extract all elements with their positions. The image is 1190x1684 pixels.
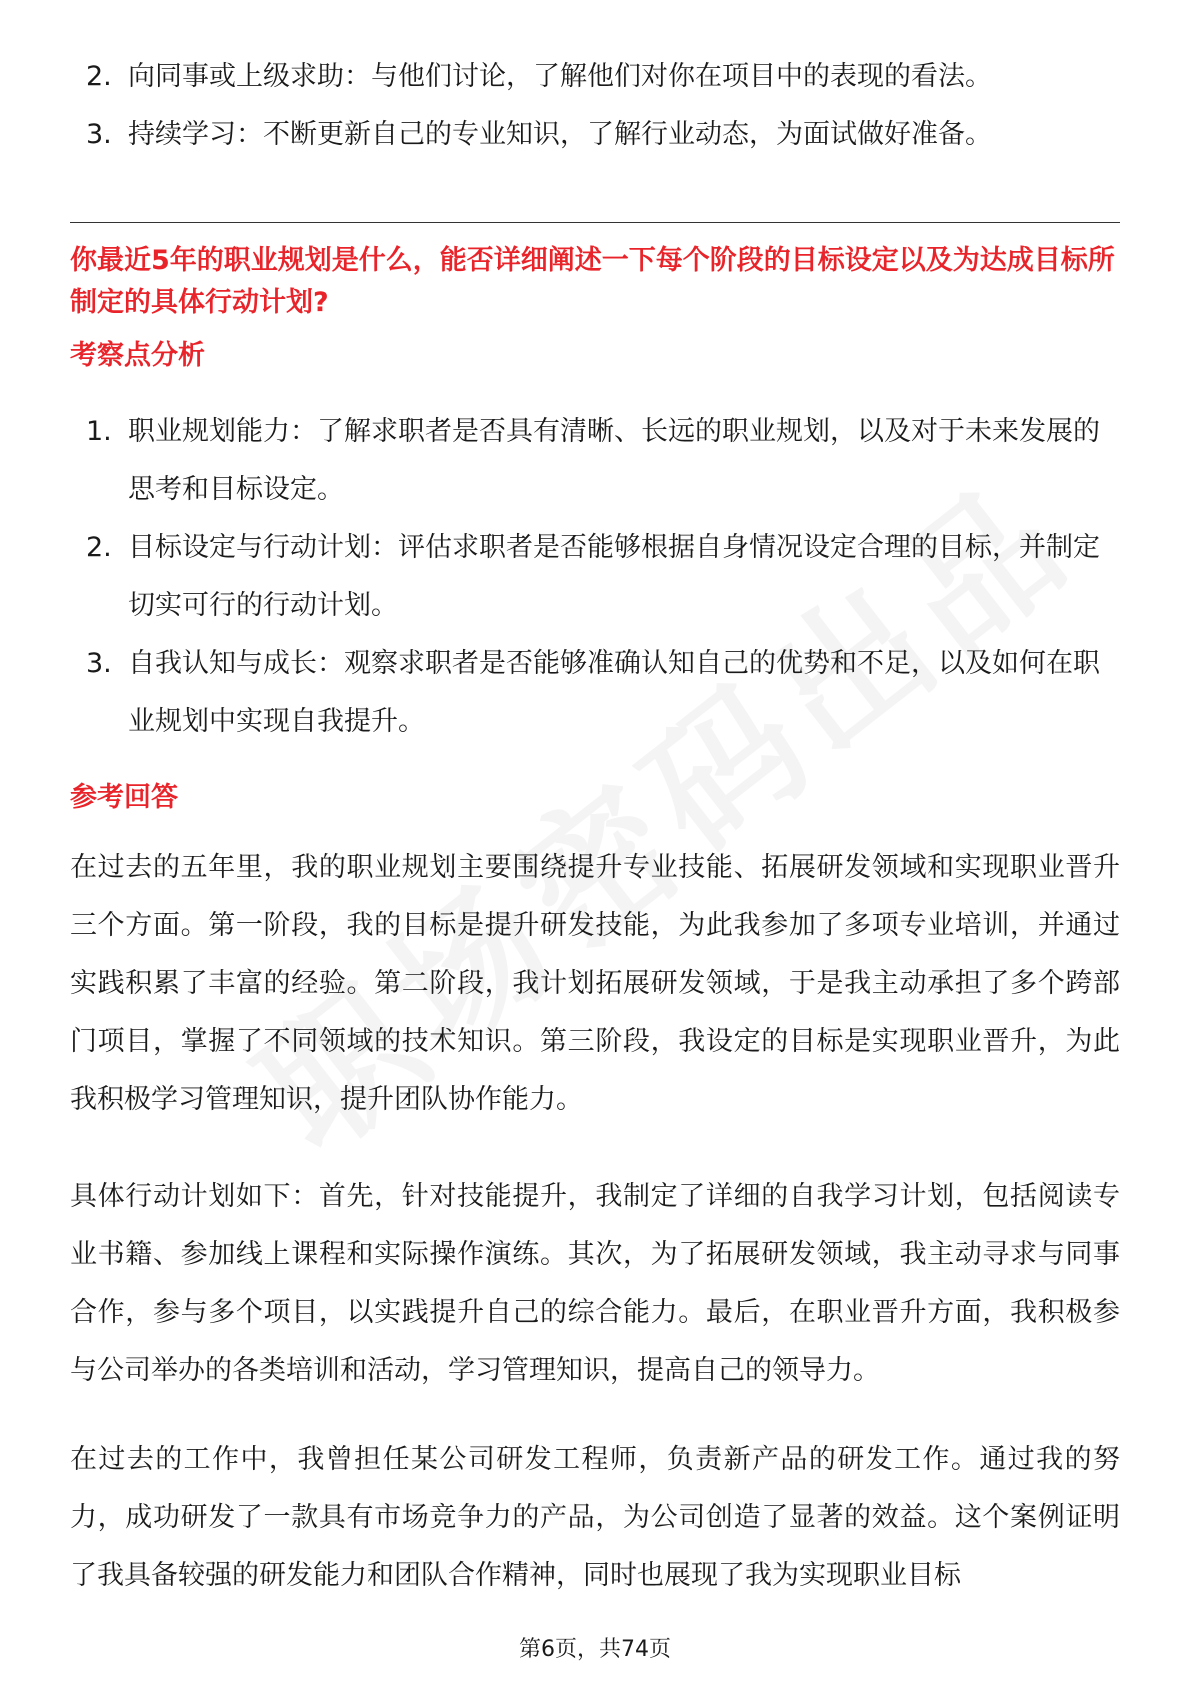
- list-text: 职业规划能力：了解求职者是否具有清晰、长远的职业规划，以及对于未来发展的思考和目标设定。: [128, 416, 1100, 505]
- section-divider: [70, 222, 1120, 223]
- answer-heading: 参考回答: [70, 782, 178, 813]
- list-number: 2.: [86, 61, 112, 92]
- answer-paragraph: 在过去的五年里，我的职业规划主要围绕提升专业技能、拓展研发领域和实现职业晋升三个方面。第一阶段，我的目标是提升研发技能，为此我参加了多项专业培训，并通过实践积累了丰富的经验。第二阶段，我计划拓展研发领域，于是我主动承担了多个跨部门项目，掌握了不同领域的技术知识。第三阶段，我设定的目标是实现职业晋升，为此我积极学习管理知识，提升团队协作能力。: [70, 852, 1120, 1115]
- list-number: 3.: [86, 119, 112, 150]
- answer-paragraph: 在过去的工作中，我曾担任某公司研发工程师，负责新产品的研发工作。通过我的努力，成功研发了一款具有市场竞争力的产品，为公司创造了显著的效益。这个案例证明了我具备较强的研发能力和团队合作精神，同时也展现了我为实现职业目标: [70, 1444, 1120, 1591]
- list-text: 自我认知与成长：观察求职者是否能够准确认知自己的优势和不足，以及如何在职业规划中实现自我提升。: [128, 648, 1100, 737]
- answer-paragraph: 具体行动计划如下：首先，针对技能提升，我制定了详细的自我学习计划，包括阅读专业书籍、参加线上课程和实际操作演练。其次，为了拓展研发领域，我主动寻求与同事合作，参与多个项目，以实践提升自己的综合能力。最后，在职业晋升方面，我积极参与公司举办的各类培训和活动，学习管理知识，提高自己的领导力。: [70, 1181, 1120, 1386]
- intro-list: [78, 48, 1118, 164]
- list-item: [78, 403, 1118, 519]
- list-number: 2.: [86, 532, 112, 563]
- analysis-list: [78, 403, 1118, 751]
- list-number: 3.: [86, 648, 112, 679]
- list-number: 1.: [86, 416, 112, 447]
- list-item: [78, 48, 1118, 106]
- list-text: 持续学习：不断更新自己的专业知识，了解行业动态，为面试做好准备。: [128, 119, 992, 150]
- page-footer: 第6页，共74页: [519, 1637, 671, 1662]
- list-item: [78, 106, 1118, 164]
- list-text: 向同事或上级求助：与他们讨论，了解他们对你在项目中的表现的看法。: [128, 61, 992, 92]
- list-item: [78, 519, 1118, 635]
- list-text: 目标设定与行动计划：评估求职者是否能够根据自身情况设定合理的目标，并制定切实可行的行动计划。: [128, 532, 1100, 621]
- list-item: [78, 635, 1118, 751]
- analysis-heading: 考察点分析: [70, 340, 205, 371]
- question-title: 你最近5年的职业规划是什么，能否详细阐述一下每个阶段的目标设定以及为达成目标所制定的具体行动计划?: [70, 245, 1115, 318]
